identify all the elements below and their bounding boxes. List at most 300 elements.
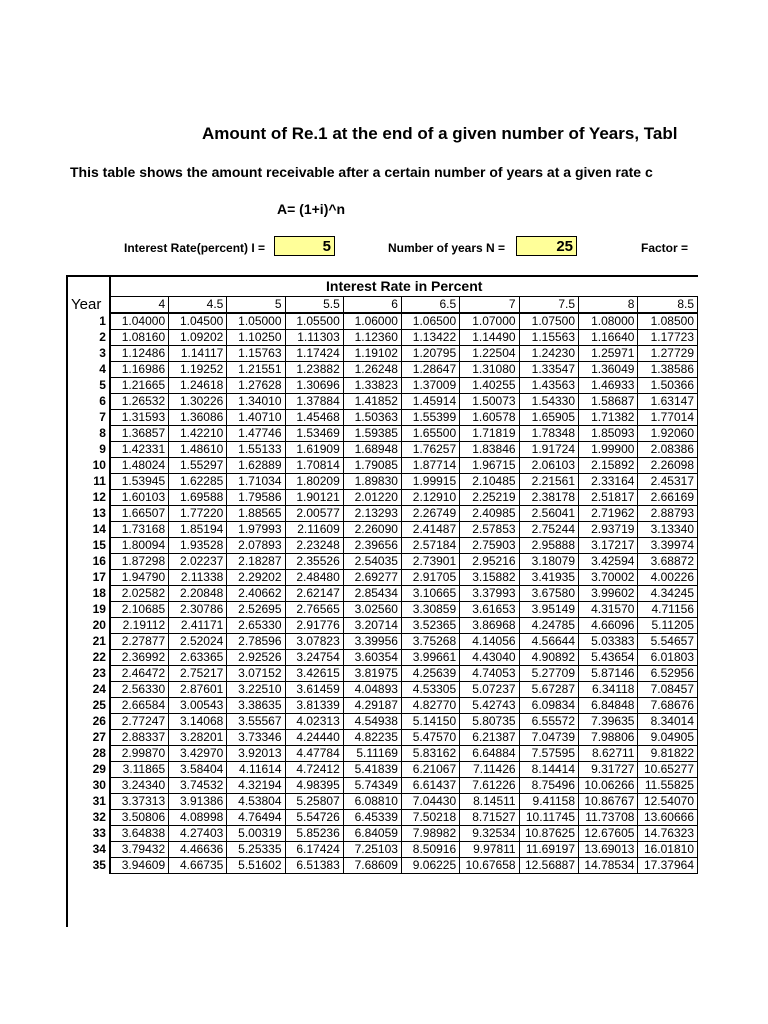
amount-cell[interactable]: 4.25639	[401, 666, 459, 682]
amount-cell[interactable]: 6.84848	[579, 698, 638, 714]
amount-cell[interactable]: 1.14117	[169, 346, 227, 362]
amount-cell[interactable]: 1.13422	[401, 330, 459, 346]
amount-cell[interactable]: 3.52365	[401, 618, 459, 634]
amount-cell[interactable]: 2.21561	[519, 474, 578, 490]
amount-cell[interactable]: 1.97993	[227, 522, 285, 538]
amount-cell[interactable]: 1.20795	[401, 346, 459, 362]
amount-cell[interactable]: 3.42594	[579, 554, 638, 570]
amount-cell[interactable]: 3.61459	[285, 682, 343, 698]
amount-cell[interactable]: 1.21551	[227, 362, 285, 378]
amount-cell[interactable]: 1.05500	[285, 313, 343, 330]
amount-cell[interactable]: 1.77220	[169, 506, 227, 522]
amount-cell[interactable]: 1.66507	[110, 506, 169, 522]
amount-cell[interactable]: 4.66735	[169, 858, 227, 874]
amount-cell[interactable]: 1.42210	[169, 426, 227, 442]
amount-cell[interactable]: 3.20714	[343, 618, 401, 634]
amount-cell[interactable]: 2.46472	[110, 666, 169, 682]
amount-cell[interactable]: 4.08998	[169, 810, 227, 826]
amount-cell[interactable]: 1.88565	[227, 506, 285, 522]
amount-cell[interactable]: 3.95149	[519, 602, 578, 618]
amount-cell[interactable]: 3.86968	[460, 618, 519, 634]
amount-cell[interactable]: 2.29202	[227, 570, 285, 586]
amount-cell[interactable]: 1.94790	[110, 570, 169, 586]
amount-cell[interactable]: 2.77247	[110, 714, 169, 730]
amount-cell[interactable]: 1.83846	[460, 442, 519, 458]
amount-cell[interactable]: 5.25807	[285, 794, 343, 810]
amount-cell[interactable]: 1.80094	[110, 538, 169, 554]
amount-cell[interactable]: 1.68948	[343, 442, 401, 458]
amount-cell[interactable]: 4.82770	[401, 698, 459, 714]
amount-cell[interactable]: 1.65905	[519, 410, 578, 426]
amount-cell[interactable]: 3.55567	[227, 714, 285, 730]
amount-cell[interactable]: 4.34245	[638, 586, 698, 602]
amount-cell[interactable]: 2.56330	[110, 682, 169, 698]
amount-cell[interactable]: 17.37964	[638, 858, 698, 874]
amount-cell[interactable]: 3.37993	[460, 586, 519, 602]
amount-cell[interactable]: 2.10485	[460, 474, 519, 490]
amount-cell[interactable]: 3.99602	[579, 586, 638, 602]
amount-cell[interactable]: 4.11614	[227, 762, 285, 778]
amount-cell[interactable]: 1.24230	[519, 346, 578, 362]
amount-cell[interactable]: 10.11745	[519, 810, 578, 826]
amount-cell[interactable]: 3.39956	[343, 634, 401, 650]
amount-cell[interactable]: 4.98395	[285, 778, 343, 794]
amount-cell[interactable]: 1.87298	[110, 554, 169, 570]
amount-cell[interactable]: 3.02560	[343, 602, 401, 618]
amount-cell[interactable]: 2.95216	[460, 554, 519, 570]
amount-cell[interactable]: 14.76323	[638, 826, 698, 842]
amount-cell[interactable]: 4.72412	[285, 762, 343, 778]
amount-cell[interactable]: 3.42615	[285, 666, 343, 682]
amount-cell[interactable]: 1.43563	[519, 378, 578, 394]
amount-cell[interactable]: 3.42970	[169, 746, 227, 762]
amount-cell[interactable]: 4.00226	[638, 570, 698, 586]
amount-cell[interactable]: 2.91776	[285, 618, 343, 634]
amount-cell[interactable]: 5.07237	[460, 682, 519, 698]
amount-cell[interactable]: 1.50073	[460, 394, 519, 410]
amount-cell[interactable]: 3.18079	[519, 554, 578, 570]
amount-cell[interactable]: 3.67580	[519, 586, 578, 602]
amount-cell[interactable]: 6.09834	[519, 698, 578, 714]
amount-cell[interactable]: 5.54726	[285, 810, 343, 826]
amount-cell[interactable]: 1.16640	[579, 330, 638, 346]
amount-cell[interactable]: 1.36857	[110, 426, 169, 442]
amount-cell[interactable]: 3.14068	[169, 714, 227, 730]
amount-cell[interactable]: 4.04893	[343, 682, 401, 698]
amount-cell[interactable]: 9.32534	[460, 826, 519, 842]
amount-cell[interactable]: 2.45317	[638, 474, 698, 490]
amount-cell[interactable]: 1.55133	[227, 442, 285, 458]
amount-cell[interactable]: 1.61909	[285, 442, 343, 458]
amount-cell[interactable]: 2.66169	[638, 490, 698, 506]
amount-cell[interactable]: 6.55572	[519, 714, 578, 730]
amount-cell[interactable]: 1.08160	[110, 330, 169, 346]
amount-cell[interactable]: 1.14490	[460, 330, 519, 346]
amount-cell[interactable]: 1.93528	[169, 538, 227, 554]
amount-cell[interactable]: 2.01220	[343, 490, 401, 506]
amount-cell[interactable]: 3.37313	[110, 794, 169, 810]
amount-cell[interactable]: 3.10665	[401, 586, 459, 602]
amount-cell[interactable]: 7.57595	[519, 746, 578, 762]
amount-cell[interactable]: 1.27729	[638, 346, 698, 362]
amount-cell[interactable]: 3.15882	[460, 570, 519, 586]
amount-cell[interactable]: 2.11609	[285, 522, 343, 538]
amount-cell[interactable]: 1.07000	[460, 313, 519, 330]
amount-cell[interactable]: 2.52024	[169, 634, 227, 650]
amount-cell[interactable]: 1.58687	[579, 394, 638, 410]
amount-cell[interactable]: 5.41839	[343, 762, 401, 778]
amount-cell[interactable]: 5.51602	[227, 858, 285, 874]
amount-cell[interactable]: 1.30226	[169, 394, 227, 410]
amount-cell[interactable]: 1.33823	[343, 378, 401, 394]
amount-cell[interactable]: 4.82235	[343, 730, 401, 746]
amount-cell[interactable]: 6.84059	[343, 826, 401, 842]
amount-cell[interactable]: 4.71156	[638, 602, 698, 618]
amount-cell[interactable]: 11.73708	[579, 810, 638, 826]
amount-cell[interactable]: 5.80735	[460, 714, 519, 730]
amount-cell[interactable]: 3.07823	[285, 634, 343, 650]
amount-cell[interactable]: 11.55825	[638, 778, 698, 794]
amount-cell[interactable]: 10.86767	[579, 794, 638, 810]
amount-cell[interactable]: 3.64838	[110, 826, 169, 842]
amount-cell[interactable]: 9.06225	[401, 858, 459, 874]
amount-cell[interactable]: 2.26098	[638, 458, 698, 474]
amount-cell[interactable]: 1.25971	[579, 346, 638, 362]
amount-cell[interactable]: 2.27877	[110, 634, 169, 650]
amount-cell[interactable]: 4.02313	[285, 714, 343, 730]
amount-cell[interactable]: 2.02237	[169, 554, 227, 570]
amount-cell[interactable]: 1.69588	[169, 490, 227, 506]
amount-cell[interactable]: 5.83162	[401, 746, 459, 762]
amount-cell[interactable]: 2.18287	[227, 554, 285, 570]
amount-cell[interactable]: 3.50806	[110, 810, 169, 826]
amount-cell[interactable]: 2.19112	[110, 618, 169, 634]
amount-cell[interactable]: 1.91724	[519, 442, 578, 458]
amount-cell[interactable]: 7.04739	[519, 730, 578, 746]
amount-cell[interactable]: 3.91386	[169, 794, 227, 810]
amount-cell[interactable]: 1.48610	[169, 442, 227, 458]
amount-cell[interactable]: 2.63365	[169, 650, 227, 666]
amount-cell[interactable]: 4.90892	[519, 650, 578, 666]
amount-cell[interactable]: 1.22504	[460, 346, 519, 362]
amount-cell[interactable]: 1.99900	[579, 442, 638, 458]
amount-cell[interactable]: 2.30786	[169, 602, 227, 618]
amount-cell[interactable]: 3.39974	[638, 538, 698, 554]
amount-cell[interactable]: 1.50366	[638, 378, 698, 394]
amount-cell[interactable]: 3.58404	[169, 762, 227, 778]
amount-cell[interactable]: 2.10685	[110, 602, 169, 618]
amount-cell[interactable]: 1.87714	[401, 458, 459, 474]
amount-cell[interactable]: 14.78534	[579, 858, 638, 874]
amount-cell[interactable]: 1.19102	[343, 346, 401, 362]
amount-cell[interactable]: 3.11865	[110, 762, 169, 778]
amount-cell[interactable]: 2.75217	[169, 666, 227, 682]
amount-cell[interactable]: 5.25335	[227, 842, 285, 858]
amount-cell[interactable]: 12.54070	[638, 794, 698, 810]
amount-cell[interactable]: 1.40255	[460, 378, 519, 394]
amount-cell[interactable]: 1.26532	[110, 394, 169, 410]
amount-cell[interactable]: 1.63147	[638, 394, 698, 410]
amount-cell[interactable]: 8.75496	[519, 778, 578, 794]
amount-cell[interactable]: 3.17217	[579, 538, 638, 554]
amount-cell[interactable]: 2.02582	[110, 586, 169, 602]
amount-cell[interactable]: 4.14056	[460, 634, 519, 650]
amount-cell[interactable]: 1.08000	[579, 313, 638, 330]
amount-cell[interactable]: 2.99870	[110, 746, 169, 762]
amount-cell[interactable]: 5.11169	[343, 746, 401, 762]
amount-cell[interactable]: 2.91705	[401, 570, 459, 586]
amount-cell[interactable]: 1.33547	[519, 362, 578, 378]
amount-cell[interactable]: 1.78348	[519, 426, 578, 442]
amount-cell[interactable]: 4.43040	[460, 650, 519, 666]
amount-cell[interactable]: 7.04430	[401, 794, 459, 810]
amount-cell[interactable]: 16.01810	[638, 842, 698, 858]
amount-cell[interactable]: 3.70002	[579, 570, 638, 586]
amount-cell[interactable]: 1.08500	[638, 313, 698, 330]
amount-cell[interactable]: 1.71382	[579, 410, 638, 426]
amount-cell[interactable]: 8.71527	[460, 810, 519, 826]
amount-cell[interactable]: 4.53305	[401, 682, 459, 698]
amount-cell[interactable]: 1.37009	[401, 378, 459, 394]
amount-cell[interactable]: 4.24440	[285, 730, 343, 746]
amount-cell[interactable]: 1.05000	[227, 313, 285, 330]
amount-cell[interactable]: 2.06103	[519, 458, 578, 474]
amount-cell[interactable]: 3.28201	[169, 730, 227, 746]
amount-cell[interactable]: 5.67287	[519, 682, 578, 698]
amount-cell[interactable]: 3.60354	[343, 650, 401, 666]
amount-cell[interactable]: 10.87625	[519, 826, 578, 842]
amount-cell[interactable]: 1.79586	[227, 490, 285, 506]
amount-cell[interactable]: 3.74532	[169, 778, 227, 794]
amount-cell[interactable]: 3.81339	[285, 698, 343, 714]
amount-cell[interactable]: 1.45468	[285, 410, 343, 426]
amount-cell[interactable]: 1.62285	[169, 474, 227, 490]
amount-cell[interactable]: 2.41487	[401, 522, 459, 538]
amount-cell[interactable]: 1.24618	[169, 378, 227, 394]
amount-cell[interactable]: 2.71962	[579, 506, 638, 522]
amount-cell[interactable]: 1.71034	[227, 474, 285, 490]
amount-cell[interactable]: 1.85093	[579, 426, 638, 442]
amount-cell[interactable]: 4.66096	[579, 618, 638, 634]
amount-cell[interactable]: 7.39635	[579, 714, 638, 730]
amount-cell[interactable]: 2.66584	[110, 698, 169, 714]
amount-cell[interactable]: 1.28647	[401, 362, 459, 378]
amount-cell[interactable]: 2.25219	[460, 490, 519, 506]
amount-cell[interactable]: 2.20848	[169, 586, 227, 602]
amount-cell[interactable]: 1.80209	[285, 474, 343, 490]
amount-cell[interactable]: 1.19252	[169, 362, 227, 378]
amount-cell[interactable]: 5.43654	[579, 650, 638, 666]
amount-cell[interactable]: 4.74053	[460, 666, 519, 682]
amount-cell[interactable]: 5.47570	[401, 730, 459, 746]
amount-cell[interactable]: 5.54657	[638, 634, 698, 650]
amount-cell[interactable]: 1.71819	[460, 426, 519, 442]
amount-cell[interactable]: 2.15892	[579, 458, 638, 474]
amount-cell[interactable]: 5.14150	[401, 714, 459, 730]
interest-rate-input[interactable]: 5	[274, 236, 335, 256]
amount-cell[interactable]: 1.53469	[285, 426, 343, 442]
amount-cell[interactable]: 9.41158	[519, 794, 578, 810]
amount-cell[interactable]: 1.53945	[110, 474, 169, 490]
amount-cell[interactable]: 7.68609	[343, 858, 401, 874]
amount-cell[interactable]: 4.24785	[519, 618, 578, 634]
amount-cell[interactable]: 2.40662	[227, 586, 285, 602]
amount-cell[interactable]: 1.41852	[343, 394, 401, 410]
amount-cell[interactable]: 4.54938	[343, 714, 401, 730]
amount-cell[interactable]: 5.74349	[343, 778, 401, 794]
amount-cell[interactable]: 1.30696	[285, 378, 343, 394]
amount-cell[interactable]: 10.65277	[638, 762, 698, 778]
amount-cell[interactable]: 1.47746	[227, 426, 285, 442]
amount-cell[interactable]: 6.01803	[638, 650, 698, 666]
amount-cell[interactable]: 3.75268	[401, 634, 459, 650]
number-of-years-input[interactable]: 25	[516, 236, 577, 256]
amount-cell[interactable]: 1.38586	[638, 362, 698, 378]
amount-cell[interactable]: 2.35526	[285, 554, 343, 570]
amount-cell[interactable]: 2.88337	[110, 730, 169, 746]
amount-cell[interactable]: 1.96715	[460, 458, 519, 474]
amount-cell[interactable]: 2.26090	[343, 522, 401, 538]
amount-cell[interactable]: 6.08810	[343, 794, 401, 810]
amount-cell[interactable]: 2.54035	[343, 554, 401, 570]
amount-cell[interactable]: 1.31080	[460, 362, 519, 378]
amount-cell[interactable]: 1.31593	[110, 410, 169, 426]
amount-cell[interactable]: 2.65330	[227, 618, 285, 634]
amount-cell[interactable]: 2.51817	[579, 490, 638, 506]
amount-cell[interactable]: 1.77014	[638, 410, 698, 426]
amount-cell[interactable]: 8.34014	[638, 714, 698, 730]
amount-cell[interactable]: 1.36049	[579, 362, 638, 378]
amount-cell[interactable]: 13.60666	[638, 810, 698, 826]
amount-cell[interactable]: 1.34010	[227, 394, 285, 410]
amount-cell[interactable]: 6.51383	[285, 858, 343, 874]
amount-cell[interactable]: 2.39656	[343, 538, 401, 554]
amount-cell[interactable]: 1.27628	[227, 378, 285, 394]
amount-cell[interactable]: 6.64884	[460, 746, 519, 762]
amount-cell[interactable]: 4.31570	[579, 602, 638, 618]
amount-cell[interactable]: 9.04905	[638, 730, 698, 746]
amount-cell[interactable]: 2.36992	[110, 650, 169, 666]
amount-cell[interactable]: 2.95888	[519, 538, 578, 554]
amount-cell[interactable]: 3.00543	[169, 698, 227, 714]
amount-cell[interactable]: 1.36086	[169, 410, 227, 426]
amount-cell[interactable]: 1.40710	[227, 410, 285, 426]
amount-cell[interactable]: 2.78596	[227, 634, 285, 650]
amount-cell[interactable]: 2.26749	[401, 506, 459, 522]
amount-cell[interactable]: 6.21067	[401, 762, 459, 778]
amount-cell[interactable]: 4.27403	[169, 826, 227, 842]
amount-cell[interactable]: 2.93719	[579, 522, 638, 538]
amount-cell[interactable]: 1.89830	[343, 474, 401, 490]
amount-cell[interactable]: 2.69277	[343, 570, 401, 586]
amount-cell[interactable]: 7.08457	[638, 682, 698, 698]
amount-cell[interactable]: 1.92060	[638, 426, 698, 442]
amount-cell[interactable]: 2.87601	[169, 682, 227, 698]
amount-cell[interactable]: 1.62889	[227, 458, 285, 474]
amount-cell[interactable]: 3.22510	[227, 682, 285, 698]
amount-cell[interactable]: 2.38178	[519, 490, 578, 506]
amount-cell[interactable]: 3.24754	[285, 650, 343, 666]
amount-cell[interactable]: 3.73346	[227, 730, 285, 746]
amount-cell[interactable]: 2.08386	[638, 442, 698, 458]
amount-cell[interactable]: 2.57853	[460, 522, 519, 538]
amount-cell[interactable]: 5.42743	[460, 698, 519, 714]
amount-cell[interactable]: 2.85434	[343, 586, 401, 602]
amount-cell[interactable]: 9.31727	[579, 762, 638, 778]
amount-cell[interactable]: 1.42331	[110, 442, 169, 458]
amount-cell[interactable]: 5.11205	[638, 618, 698, 634]
amount-cell[interactable]: 1.06000	[343, 313, 401, 330]
amount-cell[interactable]: 1.37884	[285, 394, 343, 410]
amount-cell[interactable]: 1.12486	[110, 346, 169, 362]
amount-cell[interactable]: 2.62147	[285, 586, 343, 602]
amount-cell[interactable]: 4.56644	[519, 634, 578, 650]
amount-cell[interactable]: 5.87146	[579, 666, 638, 682]
amount-cell[interactable]: 5.85236	[285, 826, 343, 842]
amount-cell[interactable]: 2.75244	[519, 522, 578, 538]
amount-cell[interactable]: 1.54330	[519, 394, 578, 410]
amount-cell[interactable]: 12.56887	[519, 858, 578, 874]
amount-cell[interactable]: 1.50363	[343, 410, 401, 426]
amount-cell[interactable]: 7.11426	[460, 762, 519, 778]
amount-cell[interactable]: 2.92526	[227, 650, 285, 666]
amount-cell[interactable]: 3.38635	[227, 698, 285, 714]
amount-cell[interactable]: 1.73168	[110, 522, 169, 538]
amount-cell[interactable]: 4.76494	[227, 810, 285, 826]
amount-cell[interactable]: 1.76257	[401, 442, 459, 458]
amount-cell[interactable]: 4.32194	[227, 778, 285, 794]
amount-cell[interactable]: 7.98806	[579, 730, 638, 746]
amount-cell[interactable]: 1.85194	[169, 522, 227, 538]
amount-cell[interactable]: 9.97811	[460, 842, 519, 858]
amount-cell[interactable]: 4.47784	[285, 746, 343, 762]
amount-cell[interactable]: 1.09202	[169, 330, 227, 346]
amount-cell[interactable]: 1.04000	[110, 313, 169, 330]
amount-cell[interactable]: 2.88793	[638, 506, 698, 522]
amount-cell[interactable]: 1.60578	[460, 410, 519, 426]
amount-cell[interactable]: 13.69013	[579, 842, 638, 858]
amount-cell[interactable]: 8.50916	[401, 842, 459, 858]
amount-cell[interactable]: 3.61653	[460, 602, 519, 618]
amount-cell[interactable]: 1.90121	[285, 490, 343, 506]
amount-cell[interactable]: 3.79432	[110, 842, 169, 858]
amount-cell[interactable]: 7.61226	[460, 778, 519, 794]
amount-cell[interactable]: 2.41171	[169, 618, 227, 634]
amount-cell[interactable]: 3.94609	[110, 858, 169, 874]
amount-cell[interactable]: 1.06500	[401, 313, 459, 330]
amount-cell[interactable]: 3.99661	[401, 650, 459, 666]
amount-cell[interactable]: 8.14511	[460, 794, 519, 810]
amount-cell[interactable]: 1.59385	[343, 426, 401, 442]
amount-cell[interactable]: 3.68872	[638, 554, 698, 570]
amount-cell[interactable]: 1.26248	[343, 362, 401, 378]
amount-cell[interactable]: 1.79085	[343, 458, 401, 474]
amount-cell[interactable]: 1.11303	[285, 330, 343, 346]
amount-cell[interactable]: 12.67605	[579, 826, 638, 842]
amount-cell[interactable]: 2.40985	[460, 506, 519, 522]
amount-cell[interactable]: 2.07893	[227, 538, 285, 554]
amount-cell[interactable]: 3.24340	[110, 778, 169, 794]
amount-cell[interactable]: 7.68676	[638, 698, 698, 714]
amount-cell[interactable]: 7.25103	[343, 842, 401, 858]
amount-cell[interactable]: 3.81975	[343, 666, 401, 682]
amount-cell[interactable]: 1.70814	[285, 458, 343, 474]
amount-cell[interactable]: 1.21665	[110, 378, 169, 394]
amount-cell[interactable]: 1.60103	[110, 490, 169, 506]
amount-cell[interactable]: 1.15763	[227, 346, 285, 362]
amount-cell[interactable]: 1.55297	[169, 458, 227, 474]
amount-cell[interactable]: 2.00577	[285, 506, 343, 522]
